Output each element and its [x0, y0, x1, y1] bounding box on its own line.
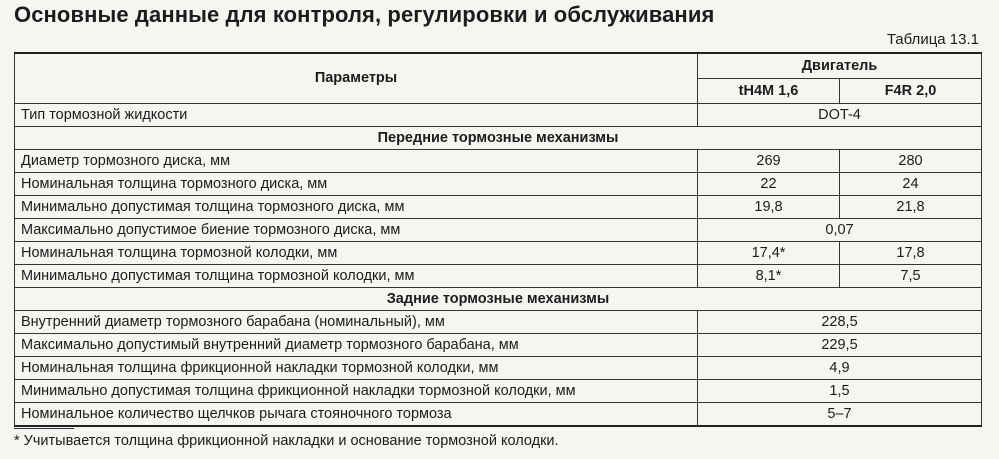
table-row	[15, 173, 982, 196]
footnote: * Учитывается толщина фрикционной накладки и основание тормозной колодки.	[14, 433, 559, 449]
row-value-engine-1: 22	[698, 173, 840, 196]
row-label: Максимально допустимый внутренний диаметр тормозного барабана, мм	[15, 334, 698, 357]
table-row	[15, 104, 982, 127]
section-row	[15, 127, 982, 150]
row-label: Минимально допустимая толщина тормозной колодки, мм	[15, 265, 698, 288]
engine-header: Двигатель	[698, 53, 982, 79]
row-label: Номинальная толщина тормозной колодки, мм	[15, 242, 698, 265]
row-label: Номинальная толщина тормозного диска, мм	[15, 173, 698, 196]
table-row	[15, 219, 982, 242]
row-value-engine-1: 8,1*	[698, 265, 840, 288]
row-value-engine-2: 280	[840, 150, 982, 173]
row-label: Номинальное количество щелчков рычага стояночного тормоза	[15, 403, 698, 427]
row-label: Номинальная толщина фрикционной накладки тормозной колодки, мм	[15, 357, 698, 380]
row-label: Минимально допустимая толщина фрикционной накладки тормозной колодки, мм	[15, 380, 698, 403]
row-value: 5–7	[698, 403, 982, 427]
brake-data-table	[14, 52, 982, 427]
table-row	[15, 242, 982, 265]
engine-1-header: tH4M 1,6	[698, 79, 840, 104]
row-value-engine-2: 21,8	[840, 196, 982, 219]
row-value: DOT-4	[698, 104, 982, 127]
row-value-engine-1: 19,8	[698, 196, 840, 219]
row-value: 4,9	[698, 357, 982, 380]
table-row	[15, 357, 982, 380]
row-label: Максимально допустимое биение тормозного диска, мм	[15, 219, 698, 242]
row-value-engine-1: 17,4*	[698, 242, 840, 265]
section-rear-title: Задние тормозные механизмы	[15, 288, 982, 311]
row-value: 229,5	[698, 334, 982, 357]
table-number: Таблица 13.1	[886, 31, 979, 48]
row-label: Минимально допустимая толщина тормозного диска, мм	[15, 196, 698, 219]
parameters-header: Параметры	[15, 53, 698, 104]
table-header-row	[15, 53, 982, 79]
section-front-title: Передние тормозные механизмы	[15, 127, 982, 150]
footnote-divider	[14, 428, 74, 429]
table-row	[15, 150, 982, 173]
engine-2-header: F4R 2,0	[840, 79, 982, 104]
table-row	[15, 403, 982, 427]
table-row	[15, 265, 982, 288]
row-label: Диаметр тормозного диска, мм	[15, 150, 698, 173]
table-row	[15, 311, 982, 334]
row-value-engine-2: 17,8	[840, 242, 982, 265]
row-label: Тип тормозной жидкости	[15, 104, 698, 127]
row-value: 228,5	[698, 311, 982, 334]
row-value: 0,07	[698, 219, 982, 242]
row-label: Внутренний диаметр тормозного барабана (номинальный), мм	[15, 311, 698, 334]
page-title: Основные данные для контроля, регулировки и обслуживания	[14, 2, 715, 27]
table-row	[15, 380, 982, 403]
section-row	[15, 288, 982, 311]
table-row	[15, 334, 982, 357]
row-value-engine-2: 24	[840, 173, 982, 196]
row-value: 1,5	[698, 380, 982, 403]
row-value-engine-2: 7,5	[840, 265, 982, 288]
row-value-engine-1: 269	[698, 150, 840, 173]
table-row	[15, 196, 982, 219]
